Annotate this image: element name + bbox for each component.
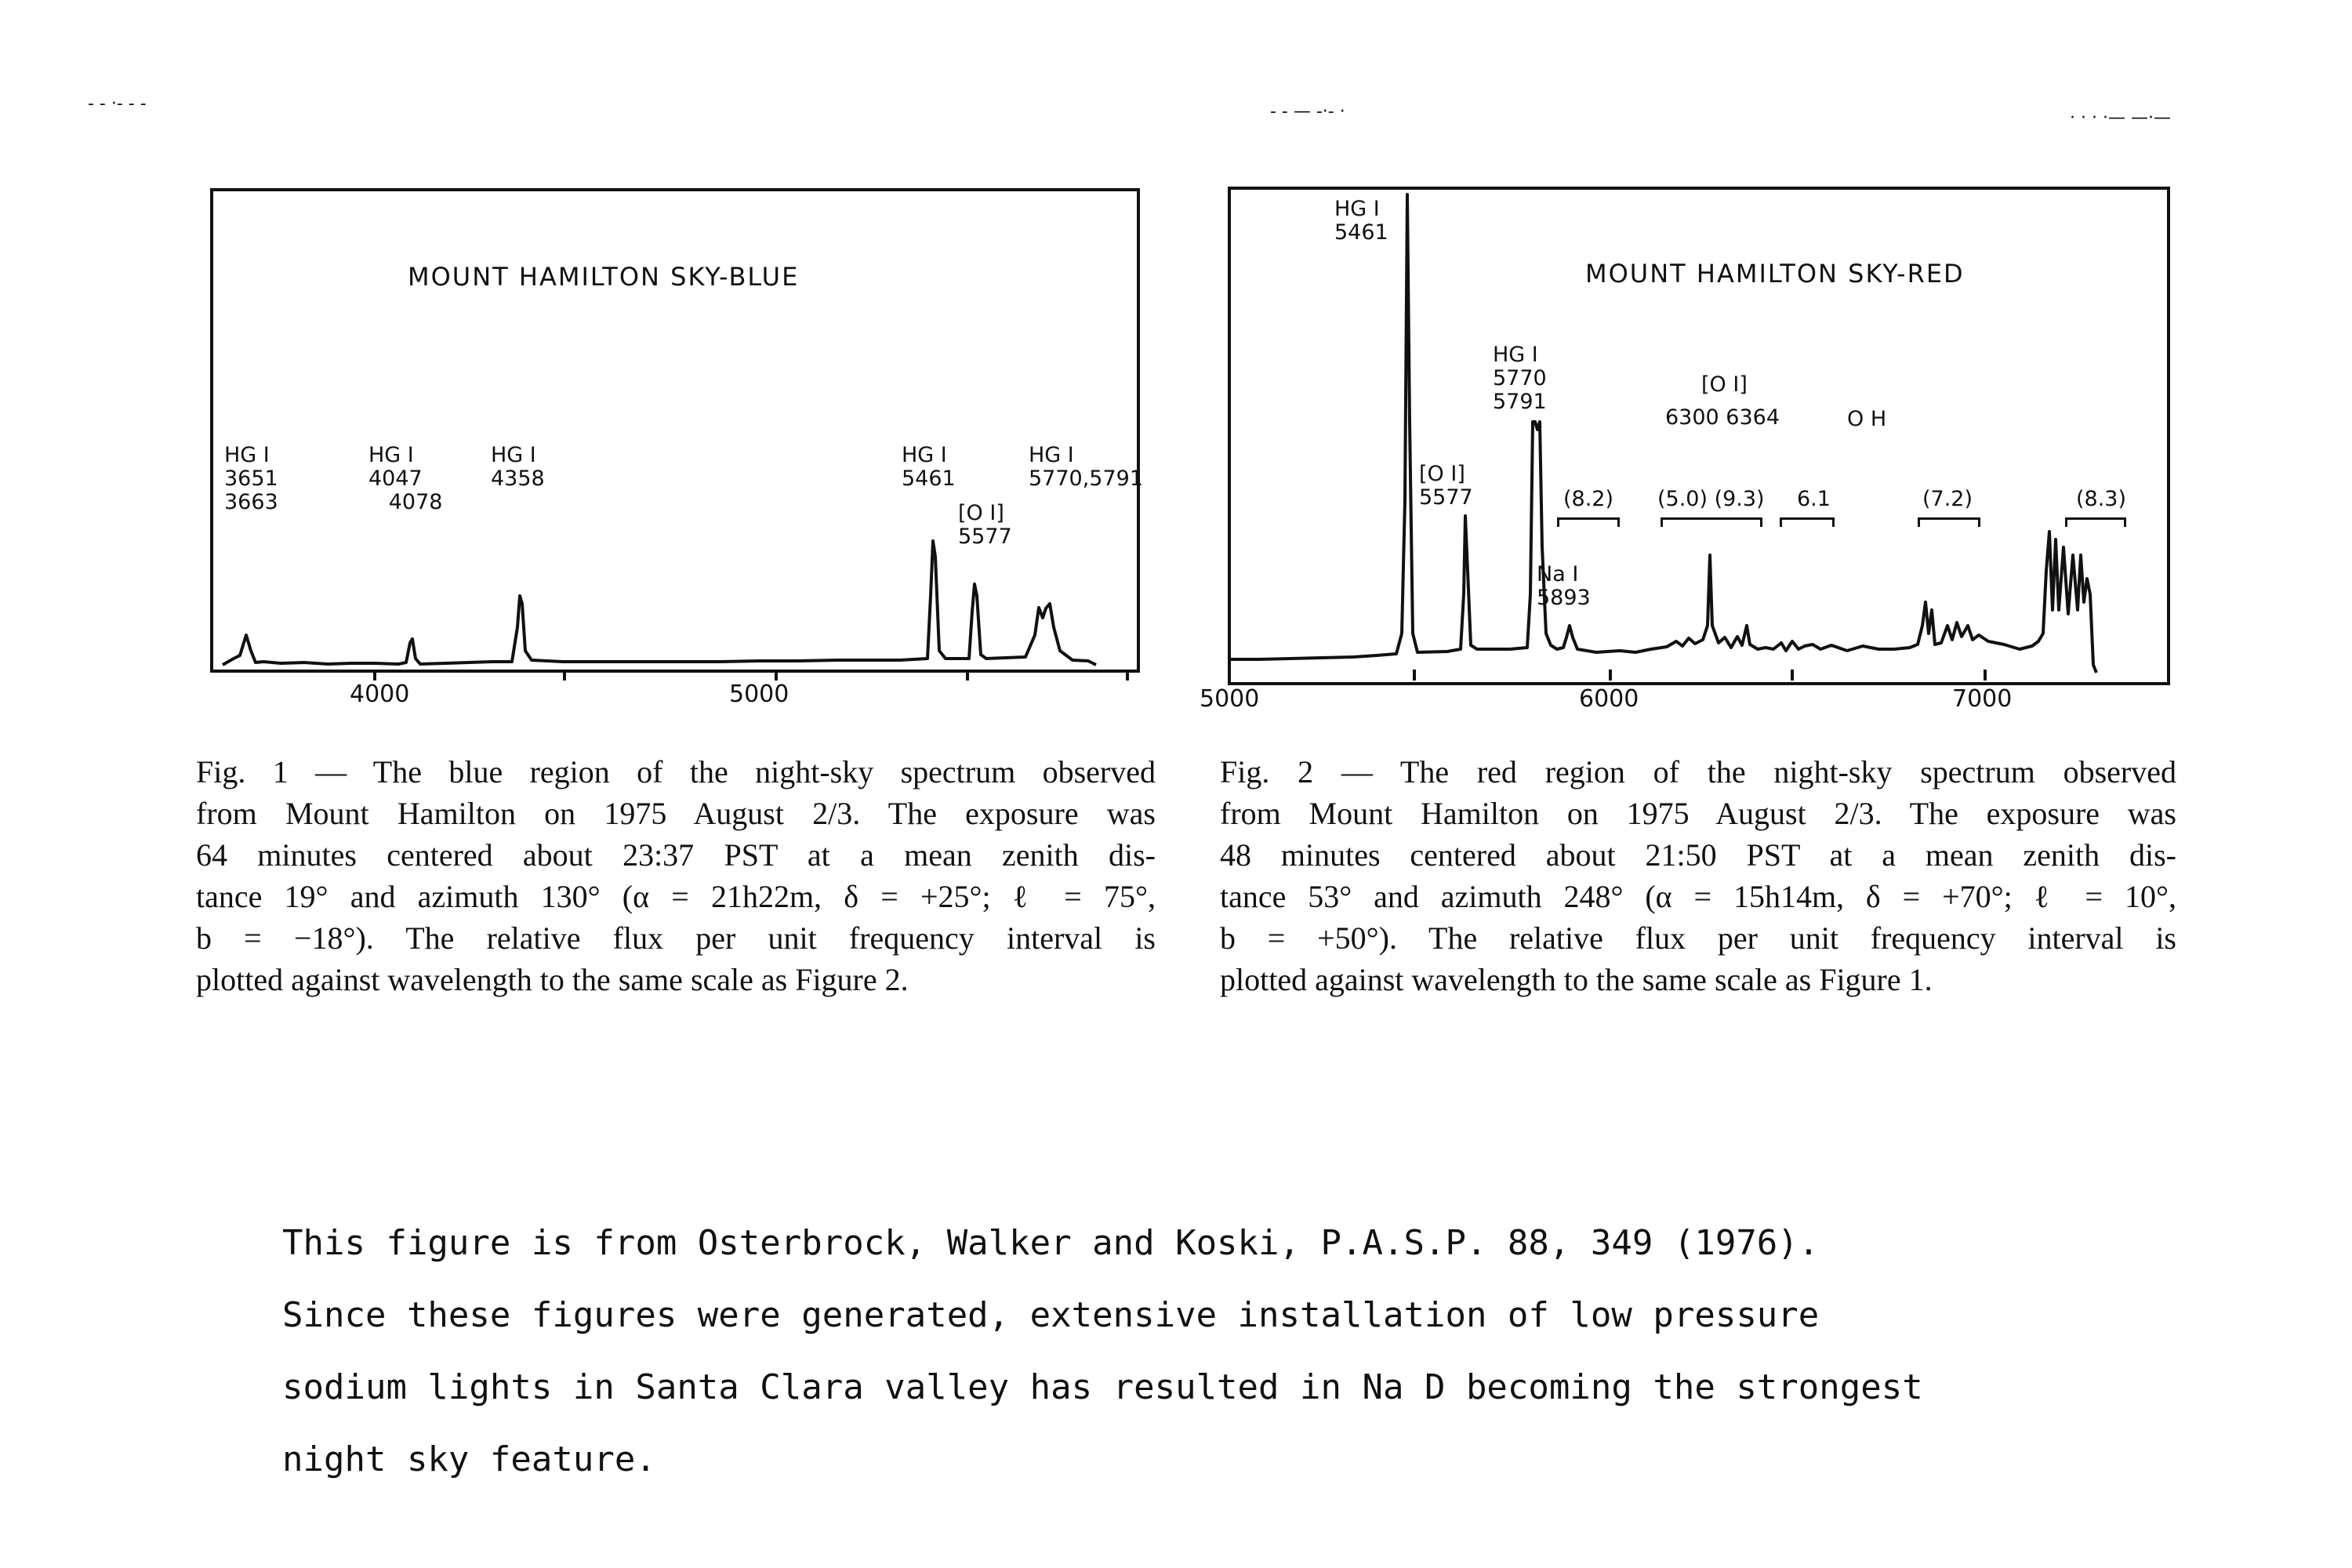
figure2-caption-line: b = +50°). The relative flux per unit frequency interval is: [1220, 920, 2176, 956]
figure2-label-hg5770: HG I 5770 5791: [1493, 343, 1547, 414]
figure2-caption-line: from Mount Hamilton on 1975 August 2/3. The exposure was: [1220, 796, 2176, 831]
figure2-tick-5000: 5000: [1200, 685, 1260, 713]
figure2-caption-line: tance 53° and azimuth 248° (α = 15h14m, δ = +70°; ℓ = 10°,: [1220, 879, 2176, 914]
typed-note-line: night sky feature.: [282, 1439, 656, 1479]
figure2-tick-6000: 6000: [1579, 685, 1639, 713]
figure2-band-bracket: [2065, 517, 2126, 520]
figure2-label-oi5577: [O I] 5577: [1419, 462, 1473, 510]
figure2-caption-line: Fig. 2 — The red region of the night-sky spectrum observed: [1220, 754, 2176, 789]
figure1-label-hg5770: HG I 5770,5791: [1029, 443, 1144, 491]
figure2-caption-line: plotted against wavelength to the same scale as Figure 1.: [1220, 962, 1933, 997]
figure2-band-8-2: (8.2): [1563, 487, 1614, 511]
figure2-band-6-1: 6.1: [1797, 487, 1831, 511]
figure2-band-8-3: (8.3): [2076, 487, 2127, 511]
figure2-caption-line: 48 minutes centered about 21:50 PST at a mean zenith dis-: [1220, 837, 2176, 873]
figure1-label-hg3651: HG I 3651 3663: [224, 443, 278, 514]
figure1-caption-line: tance 19° and azimuth 130° (α = 21h22m, δ = +25°; ℓ = 75°,: [196, 879, 1156, 914]
figure1-label-hg4047: HG I 4047 4078: [368, 443, 443, 514]
figure2-label-oh: O H: [1847, 407, 1887, 431]
typed-note-line: sodium lights in Santa Clara valley has resulted in Na D becoming the strongest: [282, 1367, 1923, 1407]
figure1-caption-line: from Mount Hamilton on 1975 August 2/3. The exposure was: [196, 796, 1156, 831]
stray-mark-right: · · · ·— —·—: [2070, 108, 2171, 128]
figure2-band-bracket: [1780, 517, 1835, 520]
figure2-label-oi6300-wavelengths: 6300 6364: [1665, 405, 1780, 430]
figure2-label-nai: Na I 5893: [1537, 562, 1591, 610]
figure2-label-hg5461: HG I 5461: [1334, 197, 1388, 245]
figure1-tick-4000: 4000: [350, 681, 410, 708]
figure1-tick-5000: 5000: [729, 681, 789, 708]
stray-mark-left: - - ·- - -: [88, 94, 147, 114]
typed-note-line: Since these figures were generated, extensive installation of low pressure: [282, 1295, 1820, 1335]
stray-mark-center: - - — -·- ·: [1270, 102, 1345, 122]
figure1-label-hg4358: HG I 4358: [491, 443, 545, 491]
figure1-title: MOUNT HAMILTON SKY-BLUE: [408, 262, 800, 292]
figure2-band-bracket: [1661, 517, 1762, 520]
figure2-band-7-2: (7.2): [1922, 487, 1973, 511]
figure2-band-5-0-9-3: (5.0) (9.3): [1657, 487, 1765, 511]
figure2-tick-7000: 7000: [1952, 685, 2013, 713]
figure1-label-hg5461: HG I 5461: [902, 443, 956, 491]
figure1-caption-line: b = −18°). The relative flux per unit frequency interval is: [196, 920, 1156, 956]
figure1-caption: [196, 751, 1156, 1000]
figure2-title: MOUNT HAMILTON SKY-RED: [1585, 259, 1965, 289]
figure1-caption-line: 64 minutes centered about 23:37 PST at a mean zenith dis-: [196, 837, 1156, 873]
typed-note-line: This figure is from Osterbrock, Walker and Koski, P.A.S.P. 88, 349 (1976).: [282, 1223, 1820, 1263]
figure2-band-bracket: [1918, 517, 1980, 520]
figure1-caption-line: Fig. 1 — The blue region of the night-sky spectrum observed: [196, 754, 1156, 789]
figure2-label-oi6300: [O I]: [1701, 372, 1748, 397]
figure1-label-oi5577: [O I] 5577: [958, 501, 1012, 549]
figure1-caption-line: plotted against wavelength to the same scale as Figure 2.: [196, 962, 909, 997]
figure2-caption: [1220, 751, 2176, 1000]
figure2-band-bracket: [1557, 517, 1620, 520]
typed-note: [282, 1135, 1923, 1568]
